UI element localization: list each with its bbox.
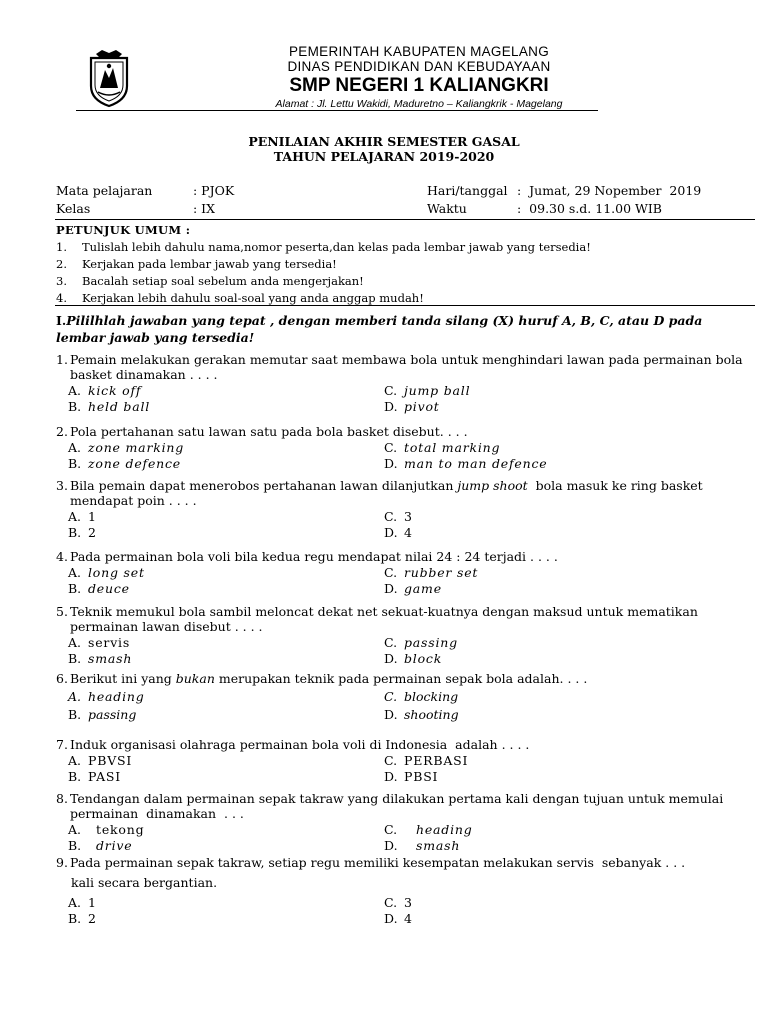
question-2: 2. Pola pertahanan satu lawan satu pada bola basket disebut. . . . A. zone marking C. total marking B. zone defence D. man to man defence — [56, 424, 746, 472]
exam-title — [0, 134, 768, 164]
option-a: A. tekong — [68, 822, 145, 837]
option-b: B. 2 — [68, 525, 97, 540]
option-c: C. PERBASI — [384, 753, 469, 768]
option-c: C. 3 — [384, 509, 413, 524]
question-9: 9. Pada permainan sepak takraw, setiap regu memiliki kesempatan melakukan servis sebanyak . . . kali secara bergantian. A. 1 C. 3 B. 2 D. 4 — [56, 855, 746, 927]
option-b: B. passing — [68, 707, 137, 722]
question-text: Pada permainan sepak takraw, setiap regu memiliki kesempatan melakukan servis sebanyak . . . — [70, 855, 686, 870]
option-d: D. 4 — [384, 911, 413, 926]
option-c: C. total marking — [384, 440, 501, 455]
question-7: 7. Induk organisasi olahraga permainan bola voli di Indonesia adalah . . . . A. PBVSI C. PERBASI B. PASI D. PBSI — [56, 737, 746, 785]
option-b: B. deuce — [68, 581, 130, 596]
section-instruction-text: Pililhlah jawaban yang tepat , dengan memberi tanda silang (X) huruf A, B, C, atau D pada lembar jawab yang tersedia! — [56, 313, 703, 345]
option-a: A. kick off — [68, 383, 142, 398]
instruction-item: 2. Kerjakan pada lembar jawab yang tersedia! — [56, 257, 337, 271]
option-d: D. smash — [384, 838, 461, 853]
exam-year-line: TAHUN PELAJARAN 2019-2020 — [273, 149, 495, 164]
option-d: D. PBSI — [384, 769, 439, 784]
instruction-item: 4. Kerjakan lebih dahulu soal-soal yang anda anggap mudah! — [56, 291, 424, 305]
class-value: : IX — [193, 201, 216, 216]
subject-value: : PJOK — [193, 183, 235, 198]
instruction-item: 1. Tulislah lebih dahulu nama,nomor peserta,dan kelas pada lembar jawab yang tersedia! — [56, 240, 591, 254]
option-a: A. long set — [68, 565, 145, 580]
option-b: B. drive — [68, 838, 133, 853]
date-value: : Jumat, 29 Nopember 2019 — [517, 183, 702, 198]
option-d: D. 4 — [384, 525, 413, 540]
subject-label: Mata pelajaran — [56, 183, 153, 198]
option-c: C. blocking — [384, 689, 459, 704]
question-3: 3. Bila pemain dapat menerobos pertahanan lawan dilanjutkan jump shoot bola masuk ke ring basket mendapat poin . . . . A. 1 C. 3 B. 2 D. 4 — [56, 478, 746, 541]
question-text: Induk organisasi olahraga permainan bola voli di Indonesia adalah . . . . — [70, 737, 530, 752]
question-6: 6. Berikut ini yang bukan merupakan teknik pada permainan sepak bola adalah. . . . A. heading C. blocking B. passing D. shooting — [56, 671, 746, 723]
question-text: Teknik memukul bola sambil meloncat dekat net sekuat-kuatnya dengan maksud untuk mematikan permainan lawan disebut . . . . — [70, 604, 698, 634]
question-5: 5. Teknik memukul bola sambil meloncat dekat net sekuat-kuatnya dengan maksud untuk mematikan permainan lawan disebut . . . . A. servis C. passing B. smash D. block — [56, 604, 746, 667]
question-text: Pada permainan bola voli bila kedua regu mendapat nilai 24 : 24 terjadi . . . . — [70, 549, 558, 564]
letterhead — [238, 44, 600, 111]
question-text: Pemain melakukan gerakan memutar saat membawa bola untuk menghindari lawan pada permainan bola basket dinamakan . . . . — [70, 352, 743, 382]
question-text: Bila pemain dapat menerobos pertahanan lawan dilanjutkan jump shoot bola masuk ke ring basket mendapat poin . . . . — [70, 478, 707, 508]
exam-title-line: PENILAIAN AKHIR SEMESTER GASAL — [248, 134, 520, 149]
question-text-continued: kali secara bergantian. — [71, 875, 218, 890]
letterhead-divider — [76, 110, 598, 111]
instructions-divider — [55, 305, 755, 306]
option-c: C. rubber set — [384, 565, 479, 580]
option-d: D. pivot — [384, 399, 440, 414]
letterhead-school-name: SMP NEGERI 1 KALIANGKRI — [289, 75, 549, 96]
letterhead-department: DINAS PENDIDIKAN DAN KEBUDAYAAN — [287, 59, 551, 74]
info-divider — [55, 219, 755, 220]
option-c: C. jump ball — [384, 383, 471, 398]
question-4: 4. Pada permainan bola voli bila kedua regu mendapat nilai 24 : 24 terjadi . . . . A. long set C. rubber set B. deuce D. game — [56, 549, 746, 597]
question-text: Tendangan dalam permainan sepak takraw yang dilakukan pertama kali dengan tujuan untuk memulai permainan dinamakan . . . — [70, 791, 728, 821]
option-b: B. zone defence — [68, 456, 182, 471]
option-a: A. 1 — [68, 895, 97, 910]
option-a: A. servis — [68, 635, 131, 650]
time-label: Waktu — [427, 201, 467, 216]
option-d: D. block — [384, 651, 443, 666]
letterhead-address: Alamat : Jl. Lettu Wakidi, Maduretno – Kaliangkrik - Magelang — [275, 98, 563, 110]
general-instructions — [56, 222, 746, 307]
question-text: Pola pertahanan satu lawan satu pada bola basket disebut. . . . — [70, 424, 468, 439]
class-label: Kelas — [56, 201, 91, 216]
section-instruction — [56, 312, 736, 346]
question-1: 1. Pemain melakukan gerakan memutar saat membawa bola untuk menghindari lawan pada permainan bola basket dinamakan . . . . A. kick off C. jump ball B. held ball D. pivot — [56, 352, 746, 415]
time-value: : 09.30 s.d. 11.00 WIB — [517, 201, 662, 216]
date-label: Hari/tanggal — [427, 183, 508, 198]
general-instructions-heading: PETUNJUK UMUM : — [56, 223, 191, 237]
school-logo-icon — [88, 48, 130, 108]
option-b: B. 2 — [68, 911, 97, 926]
letterhead-government: PEMERINTAH KABUPATEN MAGELANG — [289, 44, 549, 59]
option-a: A. 1 — [68, 509, 97, 524]
option-a: A. PBVSI — [68, 753, 133, 768]
option-d: D. shooting — [384, 707, 459, 722]
option-a: A. heading — [68, 689, 145, 704]
section-roman: I. — [56, 313, 67, 328]
option-a: A. zone marking — [68, 440, 185, 455]
option-b: B. smash — [68, 651, 133, 666]
option-c: C. heading — [384, 822, 473, 837]
option-c: C. 3 — [384, 895, 413, 910]
option-b: B. held ball — [68, 399, 151, 414]
question-8: 8. Tendangan dalam permainan sepak takraw yang dilakukan pertama kali dengan tujuan untuk memulai permainan dinamakan . . . A. tekong C. heading B. drive D. smash — [56, 791, 746, 854]
question-text: Berikut ini yang bukan merupakan teknik pada permainan sepak bola adalah. . . . — [70, 671, 588, 686]
option-b: B. PASI — [68, 769, 121, 784]
instruction-item: 3. Bacalah setiap soal sebelum anda mengerjakan! — [56, 274, 364, 288]
option-d: D. man to man defence — [384, 456, 548, 471]
option-c: C. passing — [384, 635, 458, 650]
option-d: D. game — [384, 581, 442, 596]
